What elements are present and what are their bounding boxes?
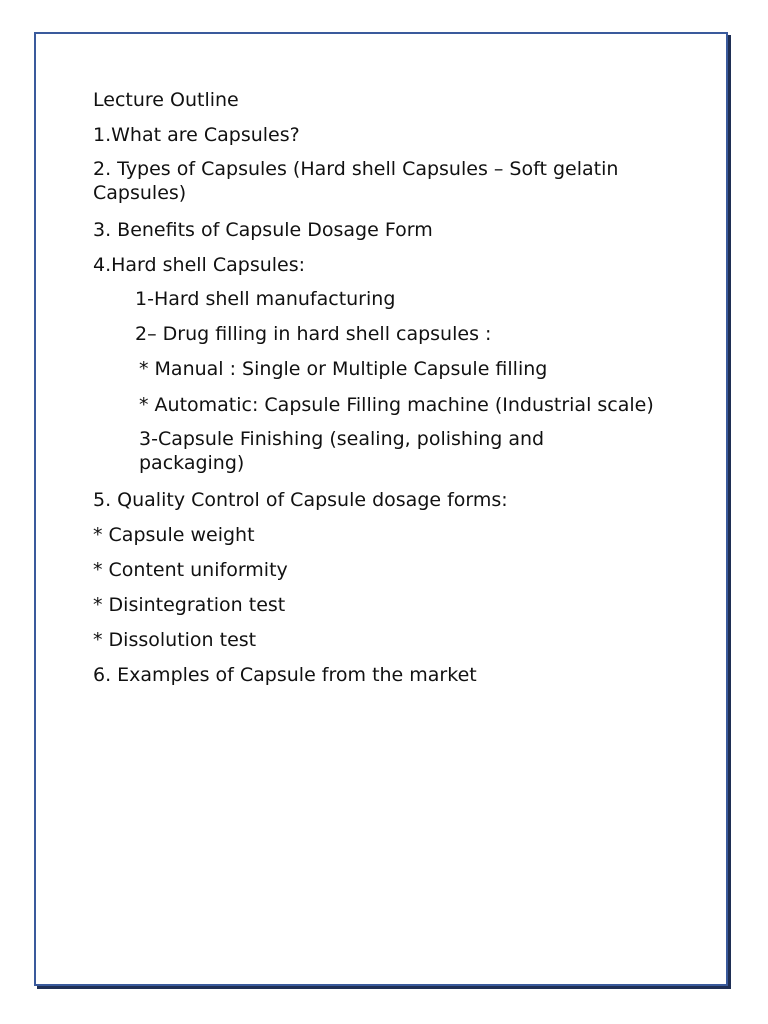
outline-subitem-hard-shell-manufacturing: 1-Hard shell manufacturing — [135, 288, 396, 310]
outline-item-market-examples: 6. Examples of Capsule from the market — [93, 664, 477, 686]
outline-subitem-content-uniformity: * Content uniformity — [93, 559, 288, 581]
outline-subitem-disintegration-test: * Disintegration test — [93, 594, 286, 616]
outline-item-hard-shell-capsules: 4.Hard shell Capsules: — [93, 254, 306, 276]
outline-item-benefits: 3. Benefits of Capsule Dosage Form — [93, 219, 433, 241]
outline-title: Lecture Outline — [93, 89, 239, 111]
outline-subitem-automatic-filling: * Automatic: Capsule Filling machine (Industrial scale) — [139, 394, 654, 416]
outline-item-quality-control: 5. Quality Control of Capsule dosage forms: — [93, 489, 508, 511]
document-page — [34, 32, 728, 986]
outline-item-types-of-capsules: 2. Types of Capsules (Hard shell Capsules – Soft gelatin Capsules) — [93, 158, 619, 204]
outline-subitem-dissolution-test: * Dissolution test — [93, 629, 257, 651]
outline-subitem-drug-filling: 2– Drug filling in hard shell capsules : — [135, 323, 492, 345]
outline-subitem-capsule-weight: * Capsule weight — [93, 524, 255, 546]
outline-subitem-manual-filling: * Manual : Single or Multiple Capsule filling — [139, 358, 548, 380]
outline-item-what-are-capsules: 1.What are Capsules? — [93, 124, 300, 146]
outline-subitem-capsule-finishing: 3-Capsule Finishing (sealing, polishing and packaging) — [139, 428, 545, 474]
